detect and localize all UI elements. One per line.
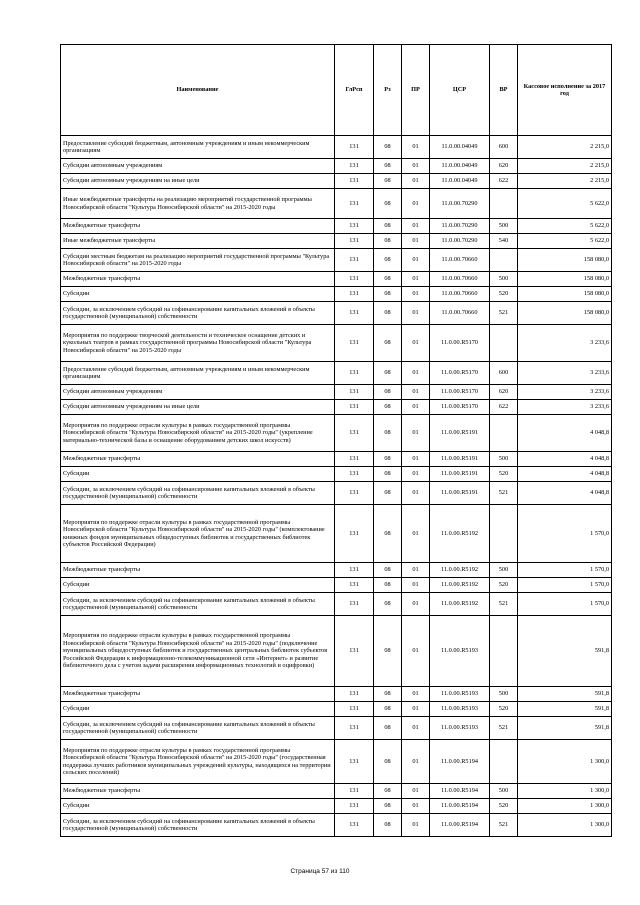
cell-vr: 600 [490, 362, 518, 385]
cell-rz: 08 [374, 616, 402, 687]
cell-pr: 01 [402, 272, 430, 287]
cell-vr [490, 249, 518, 272]
cell-rz: 08 [374, 189, 402, 219]
cell-pr: 01 [402, 593, 430, 616]
cell-vr: 520 [490, 702, 518, 717]
table-row [61, 234, 612, 249]
cell-rz: 08 [374, 302, 402, 325]
cell-rz: 08 [374, 234, 402, 249]
cell-glrsp: 131 [335, 362, 374, 385]
cell-pr: 01 [402, 174, 430, 189]
cell-name: Мероприятия по поддержке отрасли культуры в рамках государственной программы Новосибирской области "Культура Новосибирской области" на 2015-2020 годы" (комплектование книжных фондов муниципальных общедоступных библиотек и государственных библиотек субъектов Российской Федерации) [61, 505, 335, 563]
cell-rz: 08 [374, 415, 402, 452]
cell-csr: 11.0.00.R5191 [430, 467, 490, 482]
cell-name: Иные межбюджетные трансферты [61, 234, 335, 249]
cell-vr [490, 189, 518, 219]
cell-name: Межбюджетные трансферты [61, 687, 335, 702]
cell-glrsp: 131 [335, 616, 374, 687]
cell-amount: 2 215,0 [518, 174, 612, 189]
table-row [61, 687, 612, 702]
cell-name: Мероприятия по поддержке отрасли культуры в рамках государственной программы Новосибирской области "Культура Новосибирской области" на 2015-2020 годы" (государственная поддержка лучших работников муниципальных учреждений культуры, находящихся на территории сельских поселений) [61, 740, 335, 784]
cell-glrsp: 131 [335, 272, 374, 287]
table-row [61, 415, 612, 452]
cell-pr: 01 [402, 362, 430, 385]
cell-pr: 01 [402, 799, 430, 814]
cell-name: Субсидии [61, 287, 335, 302]
table-row [61, 740, 612, 784]
cell-name: Субсидии [61, 578, 335, 593]
cell-vr: 520 [490, 467, 518, 482]
cell-amount: 5 622,0 [518, 234, 612, 249]
table-row [61, 467, 612, 482]
cell-pr: 01 [402, 249, 430, 272]
cell-rz: 08 [374, 159, 402, 174]
cell-glrsp: 131 [335, 593, 374, 616]
cell-pr: 01 [402, 400, 430, 415]
table-row [61, 799, 612, 814]
cell-vr [490, 740, 518, 784]
cell-rz: 08 [374, 593, 402, 616]
cell-glrsp: 131 [335, 452, 374, 467]
cell-csr: 11.0.00.R5170 [430, 385, 490, 400]
table-row [61, 482, 612, 505]
cell-csr: 11.0.00.04049 [430, 174, 490, 189]
cell-csr: 11.0.00.R5191 [430, 452, 490, 467]
cell-vr: 620 [490, 159, 518, 174]
table-row [61, 272, 612, 287]
cell-glrsp: 131 [335, 159, 374, 174]
cell-csr: 11.0.00.70660 [430, 302, 490, 325]
cell-glrsp: 131 [335, 189, 374, 219]
cell-glrsp: 131 [335, 174, 374, 189]
cell-csr: 11.0.00.R5193 [430, 717, 490, 740]
cell-vr: 520 [490, 578, 518, 593]
cell-glrsp: 131 [335, 717, 374, 740]
cell-amount: 4 048,8 [518, 467, 612, 482]
cell-amount: 1 570,0 [518, 563, 612, 578]
cell-glrsp: 131 [335, 505, 374, 563]
table-row [61, 784, 612, 799]
cell-pr: 01 [402, 159, 430, 174]
cell-vr: 520 [490, 799, 518, 814]
cell-csr: 11.0.00.R5170 [430, 325, 490, 362]
cell-name: Субсидии, за исключением субсидий на софинансирование капитальных вложений в объекты государственной (муниципальной) собственности [61, 302, 335, 325]
header-pr: ПР [402, 45, 430, 136]
table-row [61, 219, 612, 234]
cell-rz: 08 [374, 400, 402, 415]
cell-rz: 08 [374, 687, 402, 702]
cell-vr: 500 [490, 219, 518, 234]
cell-name: Субсидии [61, 467, 335, 482]
cell-pr: 01 [402, 385, 430, 400]
cell-vr: 622 [490, 400, 518, 415]
cell-vr: 622 [490, 174, 518, 189]
cell-name: Межбюджетные трансферты [61, 784, 335, 799]
cell-amount: 158 080,0 [518, 272, 612, 287]
cell-pr: 01 [402, 415, 430, 452]
cell-glrsp: 131 [335, 400, 374, 415]
cell-csr: 11.0.00.70290 [430, 189, 490, 219]
cell-csr: 11.0.00.R5191 [430, 415, 490, 452]
cell-name: Межбюджетные трансферты [61, 563, 335, 578]
cell-vr [490, 325, 518, 362]
cell-name: Субсидии, за исключением субсидий на софинансирование капитальных вложений в объекты государственной (муниципальной) собственности [61, 814, 335, 837]
cell-rz: 08 [374, 505, 402, 563]
cell-name: Предоставление субсидий бюджетным, автономным учреждениям и иным некоммерческим организациям [61, 362, 335, 385]
cell-vr: 540 [490, 234, 518, 249]
table-row [61, 136, 612, 159]
cell-amount: 591,8 [518, 687, 612, 702]
cell-rz: 08 [374, 174, 402, 189]
table-row [61, 362, 612, 385]
cell-glrsp: 131 [335, 287, 374, 302]
cell-pr: 01 [402, 814, 430, 837]
cell-vr [490, 415, 518, 452]
cell-vr: 500 [490, 687, 518, 702]
table-row [61, 174, 612, 189]
cell-pr: 01 [402, 578, 430, 593]
header-rz: Рз [374, 45, 402, 136]
cell-vr: 521 [490, 814, 518, 837]
cell-pr: 01 [402, 616, 430, 687]
cell-csr: 11.0.00.R5192 [430, 563, 490, 578]
cell-name: Субсидии автономным учреждениям на иные цели [61, 174, 335, 189]
cell-glrsp: 131 [335, 784, 374, 799]
table-row [61, 593, 612, 616]
cell-vr: 521 [490, 302, 518, 325]
cell-amount: 1 300,0 [518, 814, 612, 837]
budget-table [60, 44, 612, 837]
cell-rz: 08 [374, 385, 402, 400]
cell-glrsp: 131 [335, 385, 374, 400]
header-csr: ЦСР [430, 45, 490, 136]
cell-rz: 08 [374, 325, 402, 362]
cell-name: Межбюджетные трансферты [61, 452, 335, 467]
cell-name: Мероприятия по поддержке творческой деятельности и техническое оснащение детских и кукольных театров в рамках государственной программы Новосибирской области "Культура Новосибирской области" на 2015-2020 годы [61, 325, 335, 362]
table-row [61, 578, 612, 593]
cell-name: Субсидии автономным учреждениям [61, 385, 335, 400]
cell-csr: 11.0.00.R5191 [430, 482, 490, 505]
cell-glrsp: 131 [335, 325, 374, 362]
cell-pr: 01 [402, 740, 430, 784]
cell-amount: 4 048,8 [518, 415, 612, 452]
cell-amount: 3 233,6 [518, 400, 612, 415]
cell-rz: 08 [374, 702, 402, 717]
cell-csr: 11.0.00.R5170 [430, 362, 490, 385]
cell-glrsp: 131 [335, 415, 374, 452]
cell-glrsp: 131 [335, 249, 374, 272]
cell-name: Мероприятия по поддержке отрасли культуры в рамках государственной программы Новосибирской области "Культура Новосибирской области" на 2015-2020 годы" (укрепление материально-технической базы и оснащение оборудованием детских школ искусств) [61, 415, 335, 452]
cell-rz: 08 [374, 814, 402, 837]
cell-vr: 500 [490, 272, 518, 287]
table-row [61, 400, 612, 415]
cell-pr: 01 [402, 717, 430, 740]
table-row [61, 616, 612, 687]
cell-name: Предоставление субсидий бюджетным, автономным учреждениям и иным некоммерческим организациям [61, 136, 335, 159]
cell-pr: 01 [402, 702, 430, 717]
cell-pr: 01 [402, 219, 430, 234]
cell-amount: 1 300,0 [518, 740, 612, 784]
cell-glrsp: 131 [335, 814, 374, 837]
cell-rz: 08 [374, 740, 402, 784]
page-footer: Страница 57 из 110 [290, 868, 350, 875]
cell-csr: 11.0.00.R5193 [430, 702, 490, 717]
cell-name: Субсидии, за исключением субсидий на софинансирование капитальных вложений в объекты государственной (муниципальной) собственности [61, 593, 335, 616]
cell-amount: 2 215,0 [518, 136, 612, 159]
cell-glrsp: 131 [335, 702, 374, 717]
cell-glrsp: 131 [335, 687, 374, 702]
cell-name: Субсидии, за исключением субсидий на софинансирование капитальных вложений в объекты государственной (муниципальной) собственности [61, 482, 335, 505]
cell-rz: 08 [374, 272, 402, 287]
cell-glrsp: 131 [335, 482, 374, 505]
cell-amount: 1 570,0 [518, 593, 612, 616]
cell-glrsp: 131 [335, 563, 374, 578]
cell-pr: 01 [402, 482, 430, 505]
cell-vr [490, 505, 518, 563]
cell-name: Иные межбюджетные трансферты на реализацию мероприятий государственной программы Новосибирской области "Культура Новосибирской области" на 2015-2020 годы [61, 189, 335, 219]
cell-pr: 01 [402, 189, 430, 219]
cell-amount: 591,8 [518, 717, 612, 740]
cell-pr: 01 [402, 136, 430, 159]
cell-pr: 01 [402, 784, 430, 799]
cell-vr: 620 [490, 385, 518, 400]
cell-amount: 3 233,6 [518, 385, 612, 400]
cell-name: Межбюджетные трансферты [61, 272, 335, 287]
cell-csr: 11.0.00.70290 [430, 234, 490, 249]
cell-glrsp: 131 [335, 578, 374, 593]
cell-csr: 11.0.00.70660 [430, 272, 490, 287]
header-glrsp: ГлРсп [335, 45, 374, 136]
header-name: Наименование [61, 45, 335, 136]
table-row [61, 717, 612, 740]
cell-rz: 08 [374, 136, 402, 159]
cell-amount: 3 233,6 [518, 325, 612, 362]
table-row [61, 302, 612, 325]
table-row [61, 249, 612, 272]
cell-vr: 500 [490, 452, 518, 467]
cell-rz: 08 [374, 578, 402, 593]
cell-amount: 1 300,0 [518, 784, 612, 799]
cell-csr: 11.0.00.R5192 [430, 505, 490, 563]
table-row [61, 287, 612, 302]
cell-csr: 11.0.00.04049 [430, 159, 490, 174]
cell-rz: 08 [374, 362, 402, 385]
cell-amount: 1 570,0 [518, 578, 612, 593]
cell-rz: 08 [374, 784, 402, 799]
cell-csr: 11.0.00.R5194 [430, 814, 490, 837]
cell-csr: 11.0.00.70660 [430, 249, 490, 272]
cell-csr: 11.0.00.R5193 [430, 616, 490, 687]
cell-pr: 01 [402, 687, 430, 702]
cell-pr: 01 [402, 563, 430, 578]
cell-amount: 4 048,8 [518, 482, 612, 505]
cell-glrsp: 131 [335, 799, 374, 814]
cell-amount: 1 300,0 [518, 799, 612, 814]
cell-vr: 500 [490, 784, 518, 799]
cell-amount: 591,8 [518, 702, 612, 717]
cell-name: Субсидии местным бюджетам на реализацию мероприятий государственной программы "Культура Новосибирской области" на 2015-2020 годы [61, 249, 335, 272]
table-row [61, 702, 612, 717]
cell-csr: 11.0.00.R5194 [430, 740, 490, 784]
cell-name: Субсидии автономным учреждениям на иные цели [61, 400, 335, 415]
table-row [61, 563, 612, 578]
cell-amount: 5 622,0 [518, 219, 612, 234]
cell-vr: 521 [490, 717, 518, 740]
cell-pr: 01 [402, 505, 430, 563]
cell-pr: 01 [402, 325, 430, 362]
header-vr: ВР [490, 45, 518, 136]
cell-vr: 500 [490, 563, 518, 578]
cell-rz: 08 [374, 249, 402, 272]
cell-amount: 1 570,0 [518, 505, 612, 563]
cell-csr: 11.0.00.R5192 [430, 578, 490, 593]
cell-glrsp: 131 [335, 302, 374, 325]
table-row [61, 325, 612, 362]
cell-name: Мероприятия по поддержке отрасли культуры в рамках государственной программы Новосибирской области "Культура Новосибирской области" на 2015-2020 годы" (подключение муниципальных общедоступных библиотек и государственных центральных библиотек субъектов Российской Федерации к информационно-телекоммуникационной сети «Интернет» и развитие библиотечного дела с учетом задачи расширения информационных технологий и оцифровки) [61, 616, 335, 687]
cell-csr: 11.0.00.R5194 [430, 784, 490, 799]
cell-csr: 11.0.00.R5170 [430, 400, 490, 415]
table-row [61, 505, 612, 563]
cell-name: Субсидии [61, 799, 335, 814]
cell-rz: 08 [374, 287, 402, 302]
cell-amount: 591,8 [518, 616, 612, 687]
cell-pr: 01 [402, 234, 430, 249]
cell-amount: 4 048,8 [518, 452, 612, 467]
cell-amount: 2 215,0 [518, 159, 612, 174]
cell-vr: 521 [490, 593, 518, 616]
cell-pr: 01 [402, 287, 430, 302]
table-body [61, 136, 612, 837]
cell-glrsp: 131 [335, 467, 374, 482]
cell-csr: 11.0.00.R5194 [430, 799, 490, 814]
cell-rz: 08 [374, 717, 402, 740]
cell-glrsp: 131 [335, 740, 374, 784]
cell-csr: 11.0.00.R5192 [430, 593, 490, 616]
cell-vr: 600 [490, 136, 518, 159]
table-row [61, 159, 612, 174]
cell-glrsp: 131 [335, 136, 374, 159]
cell-amount: 158 080,0 [518, 249, 612, 272]
cell-name: Межбюджетные трансферты [61, 219, 335, 234]
cell-glrsp: 131 [335, 234, 374, 249]
cell-rz: 08 [374, 799, 402, 814]
cell-pr: 01 [402, 452, 430, 467]
cell-csr: 11.0.00.R5193 [430, 687, 490, 702]
cell-name: Субсидии, за исключением субсидий на софинансирование капитальных вложений в объекты государственной (муниципальной) собственности [61, 717, 335, 740]
cell-amount: 158 080,0 [518, 287, 612, 302]
cell-pr: 01 [402, 467, 430, 482]
cell-vr [490, 616, 518, 687]
table-header-row [61, 45, 612, 136]
cell-vr: 521 [490, 482, 518, 505]
cell-rz: 08 [374, 452, 402, 467]
table-row [61, 814, 612, 837]
cell-rz: 08 [374, 219, 402, 234]
cell-name: Субсидии автономным учреждениям [61, 159, 335, 174]
table-row [61, 189, 612, 219]
table-row [61, 385, 612, 400]
cell-amount: 158 080,0 [518, 302, 612, 325]
cell-amount: 5 622,0 [518, 189, 612, 219]
cell-rz: 08 [374, 563, 402, 578]
header-amount: Кассовое исполнение за 2017 год [518, 45, 612, 136]
cell-csr: 11.0.00.70290 [430, 219, 490, 234]
cell-amount: 3 233,6 [518, 362, 612, 385]
cell-glrsp: 131 [335, 219, 374, 234]
cell-rz: 08 [374, 482, 402, 505]
cell-vr: 520 [490, 287, 518, 302]
cell-csr: 11.0.00.70660 [430, 287, 490, 302]
cell-rz: 08 [374, 467, 402, 482]
cell-csr: 11.0.00.04049 [430, 136, 490, 159]
table-row [61, 452, 612, 467]
cell-name: Субсидии [61, 702, 335, 717]
cell-pr: 01 [402, 302, 430, 325]
budget-table-container [60, 44, 611, 837]
